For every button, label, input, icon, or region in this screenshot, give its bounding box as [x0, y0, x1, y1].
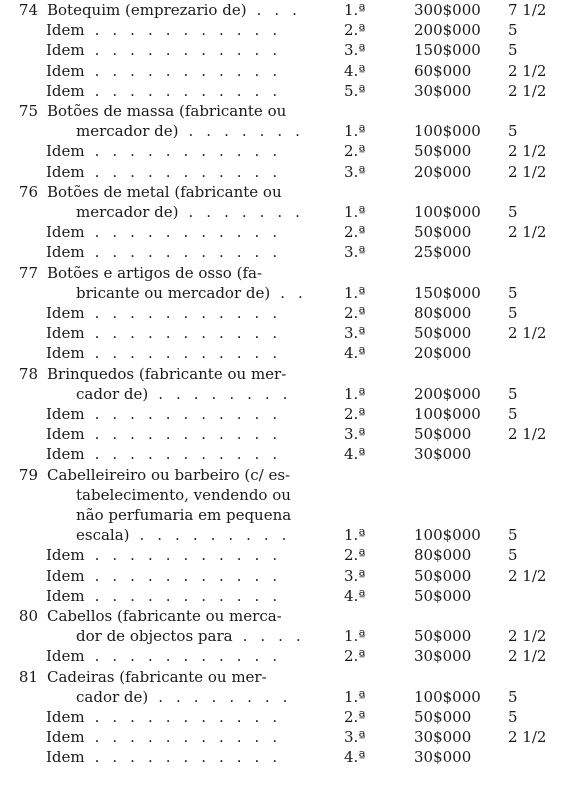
price-column: 50$000 — [414, 708, 472, 726]
price-column: 30$000 — [414, 81, 472, 100]
leader-dots: ........... — [94, 405, 291, 423]
price-column: 200$000 — [414, 384, 481, 403]
table-row — [0, 467, 566, 483]
leader-dots: ........... — [94, 162, 291, 181]
entry-description: Botões e artigos de osso (fa- — [47, 263, 263, 282]
leader-dots: ....... — [188, 203, 313, 221]
table-row — [0, 446, 566, 462]
entry-number: 77 — [18, 263, 38, 282]
entry-description: Brinquedos (fabricante ou mer- — [47, 364, 287, 383]
entry-description: escala) — [76, 526, 130, 545]
table-row — [0, 386, 566, 402]
class-column: 1.ª — [344, 283, 366, 302]
class-column: 3.ª — [344, 243, 366, 262]
entry-number: 79 — [18, 465, 38, 484]
table-row — [0, 83, 566, 99]
entry-description: Idem — [46, 304, 85, 322]
entry-number: 81 — [18, 667, 38, 686]
leader-dots: ........... — [94, 445, 291, 464]
entry-description: Cadeiras (fabricante ou mer- — [47, 667, 267, 686]
leader-dots: ........... — [94, 324, 291, 343]
price-column: 150$000 — [414, 283, 481, 302]
price-column: 50$000 — [414, 566, 472, 585]
table-row — [0, 22, 566, 38]
price-column: 60$000 — [414, 61, 472, 80]
leader-dots: ........... — [94, 708, 291, 726]
leader-dots: ........... — [94, 61, 291, 80]
tax-rate-column: 2 1/2 — [508, 223, 547, 242]
table-row — [0, 527, 566, 543]
entry-description: Botões de metal (fabricante ou — [47, 182, 282, 201]
entry-description: Idem — [46, 61, 85, 80]
leader-dots: ....... — [188, 122, 313, 141]
class-column: 3.ª — [344, 162, 366, 181]
entry-description: Idem — [46, 324, 85, 343]
tax-rate-column: 2 1/2 — [508, 425, 547, 444]
entry-description: bricante ou mercador de) — [76, 283, 271, 302]
class-column: 2.ª — [344, 21, 366, 40]
class-column: 2.ª — [344, 405, 366, 423]
leader-dots: .. — [280, 283, 316, 302]
tax-rate-column: 2 1/2 — [508, 566, 547, 585]
table-row — [0, 366, 566, 382]
table-row — [0, 729, 566, 745]
class-column: 1.ª — [344, 627, 366, 646]
class-column: 4.ª — [344, 748, 366, 767]
class-column: 2.ª — [344, 142, 366, 161]
leader-dots: ........... — [94, 142, 291, 161]
tax-rate-column: 5 — [508, 41, 518, 60]
leader-dots: ........... — [94, 21, 291, 40]
class-column: 4.ª — [344, 445, 366, 464]
tax-rate-column: 5 — [508, 687, 518, 706]
tax-rate-column: 2 1/2 — [508, 142, 547, 161]
price-column: 25$000 — [414, 243, 472, 262]
tax-rate-column: 5 — [508, 122, 518, 141]
leader-dots: ......... — [139, 526, 300, 545]
class-column: 3.ª — [344, 566, 366, 585]
entry-description: não perfumaria em pequena — [76, 506, 292, 524]
class-column: 3.ª — [344, 324, 366, 343]
class-column: 1.ª — [344, 526, 366, 545]
leader-dots: ........... — [94, 425, 291, 444]
price-column: 200$000 — [414, 21, 481, 40]
tax-rate-column: 5 — [508, 283, 518, 302]
entry-description: mercador de) — [76, 203, 179, 221]
class-column: 2.ª — [344, 223, 366, 242]
leader-dots: .... — [242, 627, 314, 646]
tax-rate-column: 2 1/2 — [508, 324, 547, 343]
table-row — [0, 588, 566, 604]
table-row — [0, 204, 566, 220]
class-column: 4.ª — [344, 586, 366, 605]
leader-dots: ........... — [94, 566, 291, 585]
price-column: 20$000 — [414, 162, 472, 181]
tax-rate-column: 2 1/2 — [508, 627, 547, 646]
entry-description: Idem — [46, 243, 85, 262]
class-column: 3.ª — [344, 728, 366, 747]
entry-description: Idem — [46, 142, 85, 161]
table-row — [0, 669, 566, 685]
price-column: 150$000 — [414, 41, 481, 60]
class-column: 5.ª — [344, 81, 366, 100]
table-row — [0, 305, 566, 321]
entry-number: 74 — [18, 1, 38, 19]
price-column: 80$000 — [414, 304, 472, 322]
entry-description: Idem — [46, 546, 85, 565]
table-row — [0, 608, 566, 624]
table-row — [0, 648, 566, 664]
entry-description: Idem — [46, 41, 85, 60]
price-column: 50$000 — [414, 324, 472, 343]
class-column: 2.ª — [344, 708, 366, 726]
tax-rate-column: 5 — [508, 708, 518, 726]
entry-number: 76 — [18, 182, 38, 201]
table-row — [0, 426, 566, 442]
price-column: 100$000 — [414, 405, 481, 423]
entry-description: Idem — [46, 445, 85, 464]
leader-dots: ........... — [94, 223, 291, 242]
tax-rate-column: 2 1/2 — [508, 81, 547, 100]
price-column: 20$000 — [414, 344, 472, 363]
entry-description: Idem — [46, 81, 85, 100]
entry-description: Idem — [46, 748, 85, 767]
table-row — [0, 285, 566, 301]
price-column: 80$000 — [414, 546, 472, 565]
table-row — [0, 244, 566, 260]
table-row — [0, 265, 566, 281]
leader-dots: ........ — [158, 384, 301, 403]
entry-description: dor de objectos para — [76, 627, 233, 646]
leader-dots: ........... — [94, 748, 291, 767]
entry-description: Idem — [46, 708, 85, 726]
entry-number: 80 — [18, 607, 38, 625]
entry-description: Idem — [46, 405, 85, 423]
entry-description: Cabelleireiro ou barbeiro (c/ es- — [47, 465, 291, 484]
tax-rate-column: 2 1/2 — [508, 61, 547, 80]
entry-number: 78 — [18, 364, 38, 383]
table-row — [0, 2, 566, 18]
table-row — [0, 42, 566, 58]
price-column: 30$000 — [414, 445, 472, 464]
leader-dots: ........ — [158, 687, 301, 706]
class-column: 1.ª — [344, 1, 366, 19]
table-row — [0, 63, 566, 79]
leader-dots: ........... — [94, 546, 291, 565]
table-row — [0, 749, 566, 765]
tax-rate-column: 5 — [508, 405, 518, 423]
class-column: 1.ª — [344, 384, 366, 403]
entry-description: Cabellos (fabricante ou merca- — [47, 607, 282, 625]
entry-description: Botões de massa (fabricante ou — [47, 102, 287, 120]
class-column: 1.ª — [344, 122, 366, 141]
leader-dots: ........... — [94, 304, 291, 322]
tax-rate-column: 5 — [508, 203, 518, 221]
tax-rate-column: 5 — [508, 384, 518, 403]
table-row — [0, 507, 566, 523]
table-row — [0, 628, 566, 644]
price-column: 50$000 — [414, 586, 472, 605]
entry-description: Idem — [46, 425, 85, 444]
tax-rate-column: 2 1/2 — [508, 728, 547, 747]
price-column: 30$000 — [414, 647, 472, 666]
class-column: 1.ª — [344, 203, 366, 221]
entry-description: Idem — [46, 566, 85, 585]
entry-description: Idem — [46, 223, 85, 242]
price-column: 100$000 — [414, 203, 481, 221]
class-column: 2.ª — [344, 647, 366, 666]
entry-description: cador de) — [76, 384, 149, 403]
price-column: 50$000 — [414, 223, 472, 242]
table-row — [0, 184, 566, 200]
leader-dots: ........... — [94, 728, 291, 747]
table-row — [0, 547, 566, 563]
tax-rate-column: 2 1/2 — [508, 162, 547, 181]
table-row — [0, 143, 566, 159]
entry-description: Idem — [46, 728, 85, 747]
leader-dots: ........... — [94, 243, 291, 262]
price-column: 30$000 — [414, 748, 472, 767]
price-column: 50$000 — [414, 627, 472, 646]
price-column: 100$000 — [414, 526, 481, 545]
entry-number: 75 — [18, 102, 38, 120]
leader-dots: ........... — [94, 41, 291, 60]
entry-description: Botequim (emprezario de) — [47, 1, 247, 19]
tax-rate-column: 5 — [508, 304, 518, 322]
price-column: 30$000 — [414, 728, 472, 747]
price-column: 50$000 — [414, 425, 472, 444]
class-column: 4.ª — [344, 61, 366, 80]
table-row — [0, 103, 566, 119]
price-column: 300$000 — [414, 1, 481, 19]
class-column: 2.ª — [344, 304, 366, 322]
leader-dots: ........... — [94, 586, 291, 605]
leader-dots: ........... — [94, 81, 291, 100]
leader-dots: ........... — [94, 647, 291, 666]
table-row — [0, 224, 566, 240]
table-row — [0, 568, 566, 584]
entry-description: cador de) — [76, 687, 149, 706]
class-column: 3.ª — [344, 41, 366, 60]
price-column: 100$000 — [414, 122, 481, 141]
entry-description: Idem — [46, 162, 85, 181]
class-column: 1.ª — [344, 687, 366, 706]
class-column: 4.ª — [344, 344, 366, 363]
entry-description: Idem — [46, 586, 85, 605]
class-column: 3.ª — [344, 425, 366, 444]
entry-description: Idem — [46, 21, 85, 40]
table-row — [0, 406, 566, 422]
entry-description: Idem — [46, 647, 85, 666]
entry-description: mercador de) — [76, 122, 179, 141]
table-row — [0, 487, 566, 503]
table-row — [0, 164, 566, 180]
table-row — [0, 123, 566, 139]
table-row — [0, 325, 566, 341]
table-row — [0, 709, 566, 725]
table-row — [0, 689, 566, 705]
class-column: 2.ª — [344, 546, 366, 565]
leader-dots: ........... — [94, 344, 291, 363]
tax-rate-column: 5 — [508, 546, 518, 565]
tax-rate-column: 7 1/2 — [508, 1, 547, 19]
entry-description: Idem — [46, 344, 85, 363]
tax-rate-column: 2 1/2 — [508, 647, 547, 666]
price-column: 50$000 — [414, 142, 472, 161]
price-column: 100$000 — [414, 687, 481, 706]
tax-rate-column: 5 — [508, 21, 518, 40]
tax-rate-column: 5 — [508, 526, 518, 545]
leader-dots: ... — [256, 1, 310, 19]
table-row — [0, 345, 566, 361]
entry-description: tabelecimento, vendendo ou — [76, 485, 291, 504]
